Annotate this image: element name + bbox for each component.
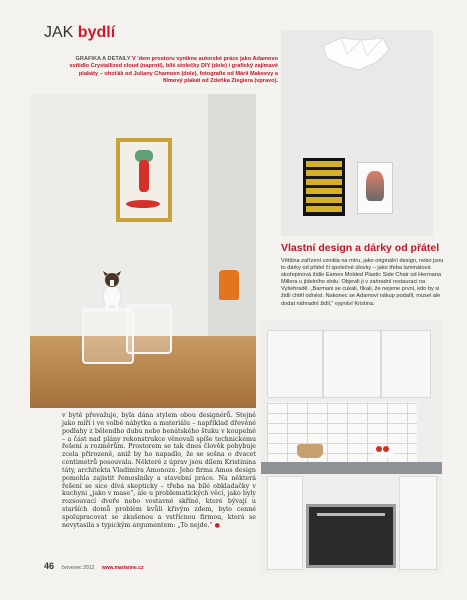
cooking-pot: [297, 444, 323, 458]
poster-face: [357, 162, 393, 214]
photo-living-room-dog: [30, 94, 256, 408]
body-text: v bytě převažuje, byla dána stylem obou designérů. Stejně jako míří i ve volbě nábytku a materiálu – například dřevěné podlahy z bělendho dubu nebo benátského štuku v koupelně – a část nad plány rekonstrukce věnovali spíše technickému řešení a rozměrům. Prostorem se tak dnes člověk pohybuje zcela přirozeně, aniž by ho napadlo, že se sošna o dvacet centimetrů posouvala. Některé z úprav jsou dílem Kristinina táty, architekta Vladimíra Amonoze. Jeho firma Amos design pomohla zajistit řemeslníky a stavební práce. Na některá řešení se sice dívá skepticky – třeba na bílé obkladačky v kuchyni „jako v mase“, ale u problematických věcí, jako byly rozsouvací dveře nebo vestavné skříně, které bývají u starších domů problém kvůli křivým zdem, bylo cenné spolupracovat se zkušenou a vstřícnou firmou, která se nevytasila s typickým argumentem: „To nejde.“: [62, 412, 256, 529]
countertop: [261, 462, 442, 474]
page-number: 46: [44, 561, 55, 571]
cloud-lamp-icon: [321, 36, 391, 76]
dog-icon: [98, 270, 126, 310]
orange-chair: [219, 270, 239, 300]
section-title: [44, 24, 115, 42]
article-body: [62, 412, 256, 530]
subheading-text: Většina zařízení vznikla na míru, jako originální design, nebo jsou to dárky od přátel či společné úlovky – jako třeba laminátová skořepinová židle Eames Molded Plastic Side Chair od Hermana Millera u jídelního stolu. Objevili ji v zahradní restauraci na Vyšehradě. „Barmani se cukali, říkali, že nejsme první, kdo by si židli chtěl odnést. Nakonec se Adamovi nákup podařil, musel ale dodat náhradní židli,“ vypráví Kristina.: [281, 258, 444, 307]
tile-backsplash: [267, 402, 417, 464]
page-footer: [44, 556, 144, 574]
photo-kitchen: [261, 320, 442, 573]
tomato: [383, 446, 389, 452]
end-mark: ●: [214, 521, 220, 529]
poster-flash: [303, 158, 345, 216]
upper-cabinet-middle: [323, 330, 381, 398]
footer-url: www.marianne.cz: [101, 565, 144, 571]
framed-artwork: [116, 138, 172, 222]
lower-cabinet-left: [267, 476, 303, 570]
article-subheading: Vlastní design a dárky od přátel: [281, 242, 440, 254]
caption-text: V 'dem prostoru vynikne autorské práce jako Adamovo svítidlo Crystallized cloud (naproti), bílé stolečky DIY (dole) i grafický zajímavé plakáty – ohoťák od Juliany Chamoen (dole), fotografie od Márii Makeevy a filmový plakát od Zdeňka Ziegiera (vpravo).: [69, 56, 278, 85]
photo-caption: [68, 56, 278, 86]
tomato: [376, 446, 382, 452]
caption-label: GRAFIKA A DETAILY: [75, 56, 131, 62]
photo-posters-lamp: [281, 30, 433, 236]
upper-cabinet-right: [381, 330, 431, 398]
lower-cabinet-right: [399, 476, 437, 570]
section-prefix: JAK: [44, 24, 74, 41]
issue-month: červenec 2012: [61, 565, 95, 571]
upper-cabinet-left: [267, 330, 323, 398]
white-stool-back: [126, 304, 172, 354]
section-name: bydlí: [77, 24, 116, 41]
oven: [306, 504, 396, 568]
